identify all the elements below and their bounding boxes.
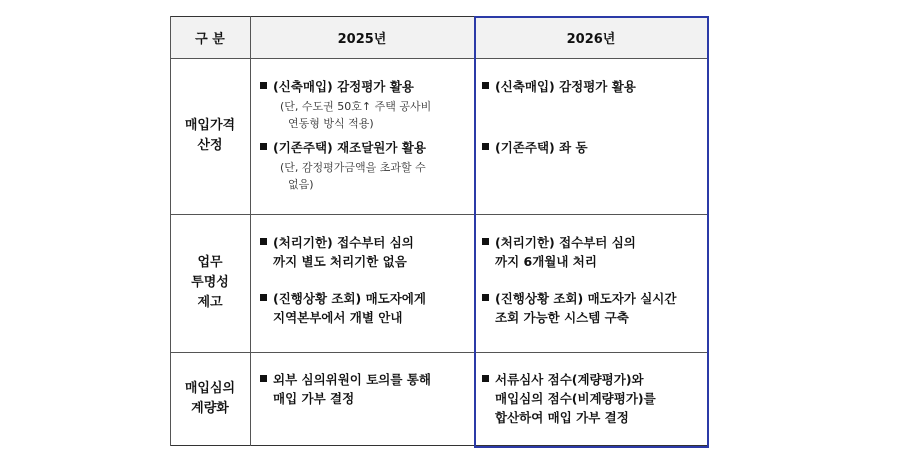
bullet-item bbox=[482, 371, 644, 389]
row-label-line: 제고 bbox=[197, 295, 223, 310]
bullet-text: (처리기한) 접수부터 심의 bbox=[273, 235, 414, 250]
bullet-continuation: 까지 6개월내 처리 bbox=[495, 254, 597, 269]
bullet-item bbox=[482, 290, 676, 308]
row-label-line: 계량화 bbox=[191, 401, 229, 416]
bullet-continuation: 지역본부에서 개별 안내 bbox=[273, 310, 403, 325]
bullet-text: (기존주택) 좌 동 bbox=[495, 140, 588, 155]
note-line: 없음) bbox=[288, 178, 314, 191]
square-bullet-icon bbox=[482, 294, 489, 301]
bullet-item bbox=[482, 234, 636, 252]
row-label-line: 투명성 bbox=[191, 275, 229, 290]
bullet-item bbox=[260, 290, 426, 308]
table-divider bbox=[250, 16, 251, 446]
square-bullet-icon bbox=[260, 294, 267, 301]
row-label-line: 매입심의 bbox=[184, 381, 236, 396]
bullet-text: (진행상황 조회) 매도자가 실시간 bbox=[495, 291, 677, 306]
header-2025 bbox=[250, 16, 474, 58]
bullet-text: 서류심사 점수(계량평가)와 bbox=[495, 372, 644, 387]
bullet-text: 외부 심의위원이 토의를 통해 bbox=[273, 372, 431, 387]
bullet-continuation: 매입 가부 결정 bbox=[273, 391, 355, 406]
note-line: 연동형 방식 적용) bbox=[288, 117, 374, 130]
bullet-item bbox=[260, 139, 426, 157]
header-2026 bbox=[474, 16, 708, 58]
header-category bbox=[170, 16, 250, 58]
row-label-price bbox=[170, 58, 250, 214]
header-2026-label: 2026년 bbox=[566, 31, 616, 47]
square-bullet-icon bbox=[260, 375, 267, 382]
row-label-line: 업무 bbox=[197, 255, 223, 270]
bullet-item bbox=[260, 371, 431, 389]
note-line: (단, 감정평가금액을 초과할 수 bbox=[280, 161, 426, 174]
square-bullet-icon bbox=[260, 82, 267, 89]
row-label-line: 매입가격 bbox=[184, 118, 236, 133]
bullet-item bbox=[260, 78, 414, 96]
square-bullet-icon bbox=[260, 143, 267, 150]
bullet-text: (기존주택) 재조달원가 활용 bbox=[273, 140, 426, 155]
bullet-text: (진행상황 조회) 매도자에게 bbox=[273, 291, 426, 306]
bullet-text: (신축매입) 감정평가 활용 bbox=[273, 79, 414, 94]
bullet-text: (처리기한) 접수부터 심의 bbox=[495, 235, 636, 250]
table-divider bbox=[474, 16, 475, 446]
row-label-line: 산정 bbox=[197, 138, 223, 153]
square-bullet-icon bbox=[482, 82, 489, 89]
bullet-continuation: 매입심의 점수(비계량평가)를 bbox=[495, 391, 656, 406]
square-bullet-icon bbox=[482, 238, 489, 245]
bullet-item bbox=[482, 78, 636, 96]
bullet-item bbox=[260, 234, 414, 252]
header-category-label: 구 분 bbox=[195, 31, 225, 47]
bullet-item bbox=[482, 139, 588, 157]
square-bullet-icon bbox=[482, 143, 489, 150]
note-line: (단, 수도권 50호↑ 주택 공사비 bbox=[280, 100, 432, 113]
comparison-table bbox=[170, 16, 708, 446]
bullet-text: (신축매입) 감정평가 활용 bbox=[495, 79, 636, 94]
table-border-left bbox=[170, 16, 171, 446]
bullet-continuation: 조회 가능한 시스템 구축 bbox=[495, 310, 629, 325]
square-bullet-icon bbox=[482, 375, 489, 382]
square-bullet-icon bbox=[260, 238, 267, 245]
bullet-continuation: 합산하여 매입 가부 결정 bbox=[495, 410, 629, 425]
row-label-quantification bbox=[170, 352, 250, 446]
header-2025-label: 2025년 bbox=[337, 31, 387, 47]
row-label-transparency bbox=[170, 214, 250, 352]
bullet-continuation: 까지 별도 처리기한 없음 bbox=[273, 254, 407, 269]
